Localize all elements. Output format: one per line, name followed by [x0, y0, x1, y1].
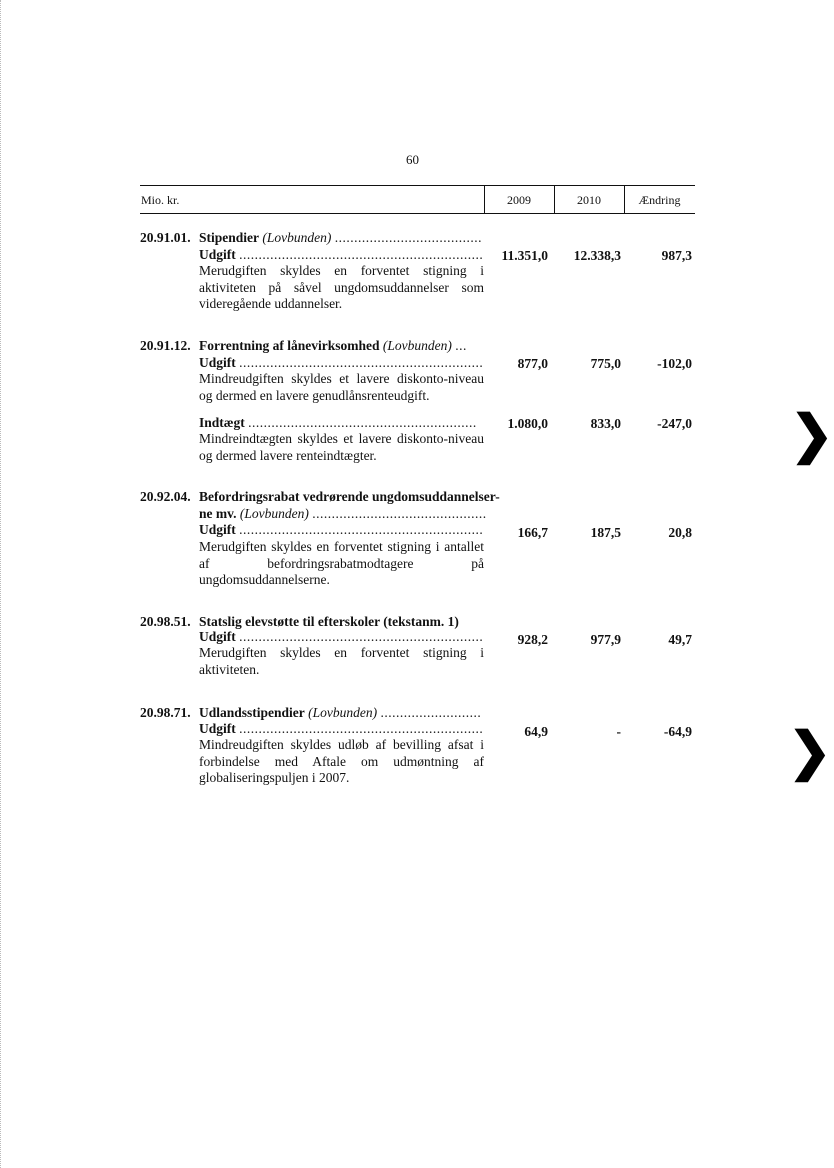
value-2010: - [616, 724, 621, 739]
dot-leader: ............................................................... [239, 721, 484, 736]
row-label [199, 415, 484, 432]
value-change: -247,0 [657, 416, 692, 431]
section-title-text: Forrentning af lånevirksomhed [199, 338, 380, 353]
section-title-text: Statslig elevstøtte til efterskoler (tekstanm. 1) [199, 614, 459, 629]
value-2010: 977,9 [590, 632, 621, 647]
section-title-qualifier: (Lovbunden) [382, 338, 452, 353]
section-code: 20.98.51. [140, 614, 191, 629]
explanation-note: Merudgiften skyldes en forventet stigning i aktiviteten på såvel ungdomsuddannelser som videregående uddannelser. [199, 263, 484, 311]
header-top-rule [140, 185, 695, 186]
value-2010: 187,5 [590, 525, 621, 540]
dot-leader: ........................................................... [248, 415, 477, 430]
dot-leader: ............................................................... [239, 247, 484, 262]
row-label [199, 522, 484, 539]
value-2010: 833,0 [590, 416, 621, 431]
value-change: -64,9 [663, 724, 692, 739]
section-title [199, 230, 529, 247]
dot-leader: ............................................................... [239, 355, 484, 370]
column-header-2009: 2009 [507, 193, 531, 207]
column-header-change: Ændring [638, 193, 681, 207]
scan-edge-line [0, 0, 3, 1168]
section-title-qualifier: (Lovbunden) [262, 230, 332, 245]
section-title-text: Befordringsrabat vedrørende ungdomsuddannelser- [199, 489, 500, 504]
section-title [199, 338, 529, 355]
row-label-text: Udgift [199, 721, 236, 736]
value-change: 987,3 [661, 248, 692, 263]
section-title-text: Stipendier [199, 230, 260, 245]
row-label-text: Udgift [199, 522, 236, 537]
section-code: 20.92.04. [140, 489, 191, 504]
value-2010: 12.338,3 [573, 248, 621, 263]
value-2009: 11.351,0 [501, 248, 548, 263]
value-change: 20,8 [668, 525, 692, 540]
row-label [199, 355, 484, 372]
value-2009: 64,9 [524, 724, 548, 739]
section-title-continued [199, 506, 529, 523]
explanation-note: Mindreindtægten skyldes et lavere diskonto-niveau og dermed lavere renteindtægter. [199, 431, 484, 463]
dot-leader: .......................... [380, 705, 482, 720]
page-number: 60 [406, 152, 419, 167]
row-label-text: Udgift [199, 247, 236, 262]
section-code: 20.91.12. [140, 338, 191, 353]
value-2010: 775,0 [590, 356, 621, 371]
value-change: -102,0 [657, 356, 692, 371]
value-change: 49,7 [668, 632, 692, 647]
section-title-text: Udlandsstipendier [199, 705, 305, 720]
value-2009: 928,2 [517, 632, 548, 647]
value-2009: 1.080,0 [507, 416, 548, 431]
row-label-text: Udgift [199, 355, 236, 370]
dot-leader: ...................................... [334, 230, 482, 245]
section-title [199, 705, 529, 722]
binder-marker-icon: ❯ [788, 724, 832, 781]
dot-leader: ............................................................... [239, 629, 484, 644]
explanation-note: Mindreudgiften skyldes udløb af bevilling afsat i forbindelse med Aftale om udmøntning af globaliseringspuljen i 2007. [199, 737, 484, 785]
row-label [199, 629, 484, 646]
section-code: 20.91.01. [140, 230, 191, 245]
section-title-text: ne mv. [199, 506, 237, 521]
dot-leader: ............................................. [312, 506, 487, 521]
value-2009: 166,7 [517, 525, 548, 540]
section-title-qualifier: (Lovbunden) [308, 705, 378, 720]
row-label-text: Indtægt [199, 415, 245, 430]
dot-leader: ............................................................... [239, 522, 484, 537]
explanation-note: Merudgiften skyldes en forventet stigning i antallet af befordringsrabatmodtagere på ungdomsuddannelserne. [199, 539, 484, 587]
row-label [199, 721, 484, 738]
section-title [199, 489, 529, 506]
binder-marker-icon: ❯ [790, 407, 834, 464]
row-label-text: Udgift [199, 629, 236, 644]
explanation-note: Merudgiften skyldes en forventet stigning i aktiviteten. [199, 645, 484, 677]
column-header-2010: 2010 [577, 193, 601, 207]
value-2009: 877,0 [517, 356, 548, 371]
section-title-qualifier: (Lovbunden) [239, 506, 309, 521]
explanation-note: Mindreudgiften skyldes et lavere diskonto-niveau og dermed en lavere genudlånsrenteudgift. [199, 371, 484, 403]
dot-leader: ... [455, 338, 467, 353]
header-bottom-rule [140, 213, 695, 214]
section-code: 20.98.71. [140, 705, 191, 720]
row-label [199, 247, 484, 264]
unit-label: Mio. kr. [141, 193, 180, 207]
